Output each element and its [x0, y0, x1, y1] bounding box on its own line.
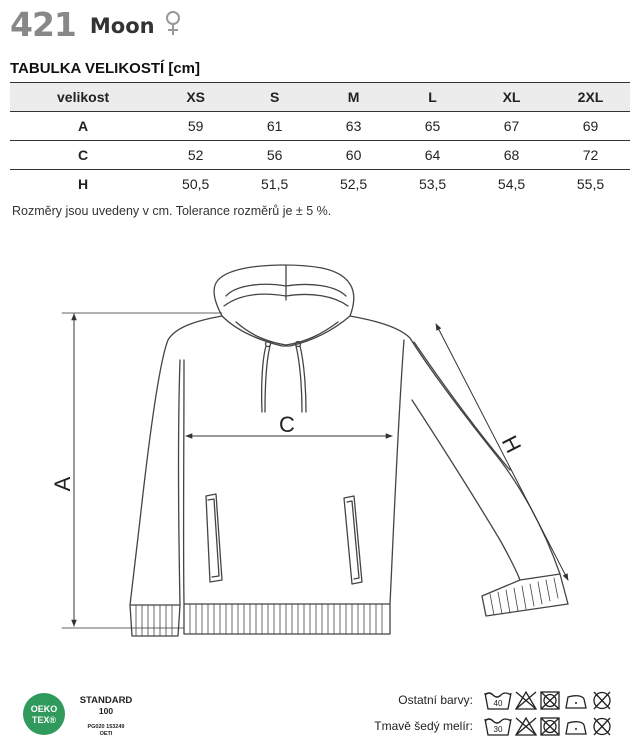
iron-icon [566, 696, 586, 708]
certificate-id: PG020 153249 [87, 724, 125, 730]
svg-text:30: 30 [493, 725, 503, 734]
table-cell: 69 [551, 112, 630, 141]
table-cell: 61 [235, 112, 314, 141]
row-label: A [10, 112, 156, 141]
size-table [10, 82, 630, 198]
oeko-logo-line1: OEKO [30, 704, 58, 714]
no-tumble-dry-icon [541, 692, 559, 709]
column-header: L [393, 83, 472, 112]
table-row [10, 141, 630, 170]
table-cell: 50,5 [182, 176, 210, 192]
body-outline [130, 316, 560, 605]
standard-label: STANDARD [79, 695, 133, 706]
table-cell: 68 [472, 141, 551, 170]
oeko-tex-text [76, 696, 136, 738]
hood-outline [214, 265, 354, 316]
care-label-dark-grey: Tmavě šedý melír: [374, 719, 473, 733]
left-sleeve [179, 360, 181, 605]
column-header: velikost [10, 83, 156, 112]
column-header: XS [156, 83, 235, 112]
certificate-institute: OETI [99, 731, 113, 737]
care-symbols-row-1 [484, 689, 616, 711]
table-cell: 60 [314, 141, 393, 170]
no-bleach-icon [516, 718, 536, 735]
table-cell: 52,5 [339, 176, 368, 192]
column-header: XL [472, 83, 551, 112]
column-header: M [314, 83, 393, 112]
row-label: C [10, 141, 156, 170]
table-cell: 63 [314, 112, 393, 141]
iron-icon [566, 722, 586, 734]
column-header: S [235, 83, 314, 112]
wash-icon [485, 693, 511, 709]
collar [222, 316, 350, 346]
no-dry-clean-icon [594, 692, 610, 709]
label-h: H [496, 431, 527, 457]
table-cell: 53,5 [418, 176, 447, 192]
oeko-logo-line2: TEX® [31, 715, 57, 725]
table-row [10, 112, 630, 141]
care-label-other-colors: Ostatní barvy: [398, 693, 473, 707]
table-cell: 64 [393, 141, 472, 170]
size-table-title: TABULKA VELIKOSTÍ [cm] [10, 60, 200, 77]
right-cuff [482, 574, 568, 616]
table-cell: 54,5 [497, 176, 526, 192]
no-tumble-dry-icon [541, 718, 559, 735]
dimension-a [62, 313, 222, 628]
label-a: A [50, 476, 75, 492]
table-cell: 52 [156, 141, 235, 170]
table-cell: 72 [551, 141, 630, 170]
tolerance-note: Rozměry jsou uvedeny v cm. Tolerance rozměrů je ± 5 %. [12, 204, 332, 218]
table-cell: 51,5 [261, 176, 289, 192]
table-cell: 55,5 [576, 176, 605, 192]
svg-text:40: 40 [493, 699, 503, 708]
no-bleach-icon [516, 692, 536, 709]
row-label: H [78, 176, 89, 192]
table-cell: 67 [472, 112, 551, 141]
wash-icon [485, 719, 511, 735]
drawstring-right [296, 346, 306, 412]
left-cuff [130, 605, 180, 636]
waistband [184, 604, 390, 634]
table-cell: 65 [393, 112, 472, 141]
torso-right [390, 340, 404, 604]
standard-number: 100 [98, 706, 114, 716]
product-name: Moon [89, 14, 155, 38]
female-symbol-icon [165, 10, 181, 41]
label-c: C [279, 412, 295, 437]
table-cell: 56 [235, 141, 314, 170]
product-code: 421 [10, 4, 76, 44]
right-sleeve-inner [412, 400, 520, 580]
no-dry-clean-icon [594, 718, 610, 735]
table-header-row [10, 83, 630, 112]
hoodie-diagram [0, 250, 638, 645]
care-symbols-row-2 [484, 715, 616, 737]
product-header [10, 4, 181, 44]
oeko-tex-logo [22, 692, 66, 736]
table-cell: 59 [156, 112, 235, 141]
table-row [10, 170, 630, 199]
column-header: 2XL [551, 83, 630, 112]
drawstring-left [262, 346, 270, 412]
